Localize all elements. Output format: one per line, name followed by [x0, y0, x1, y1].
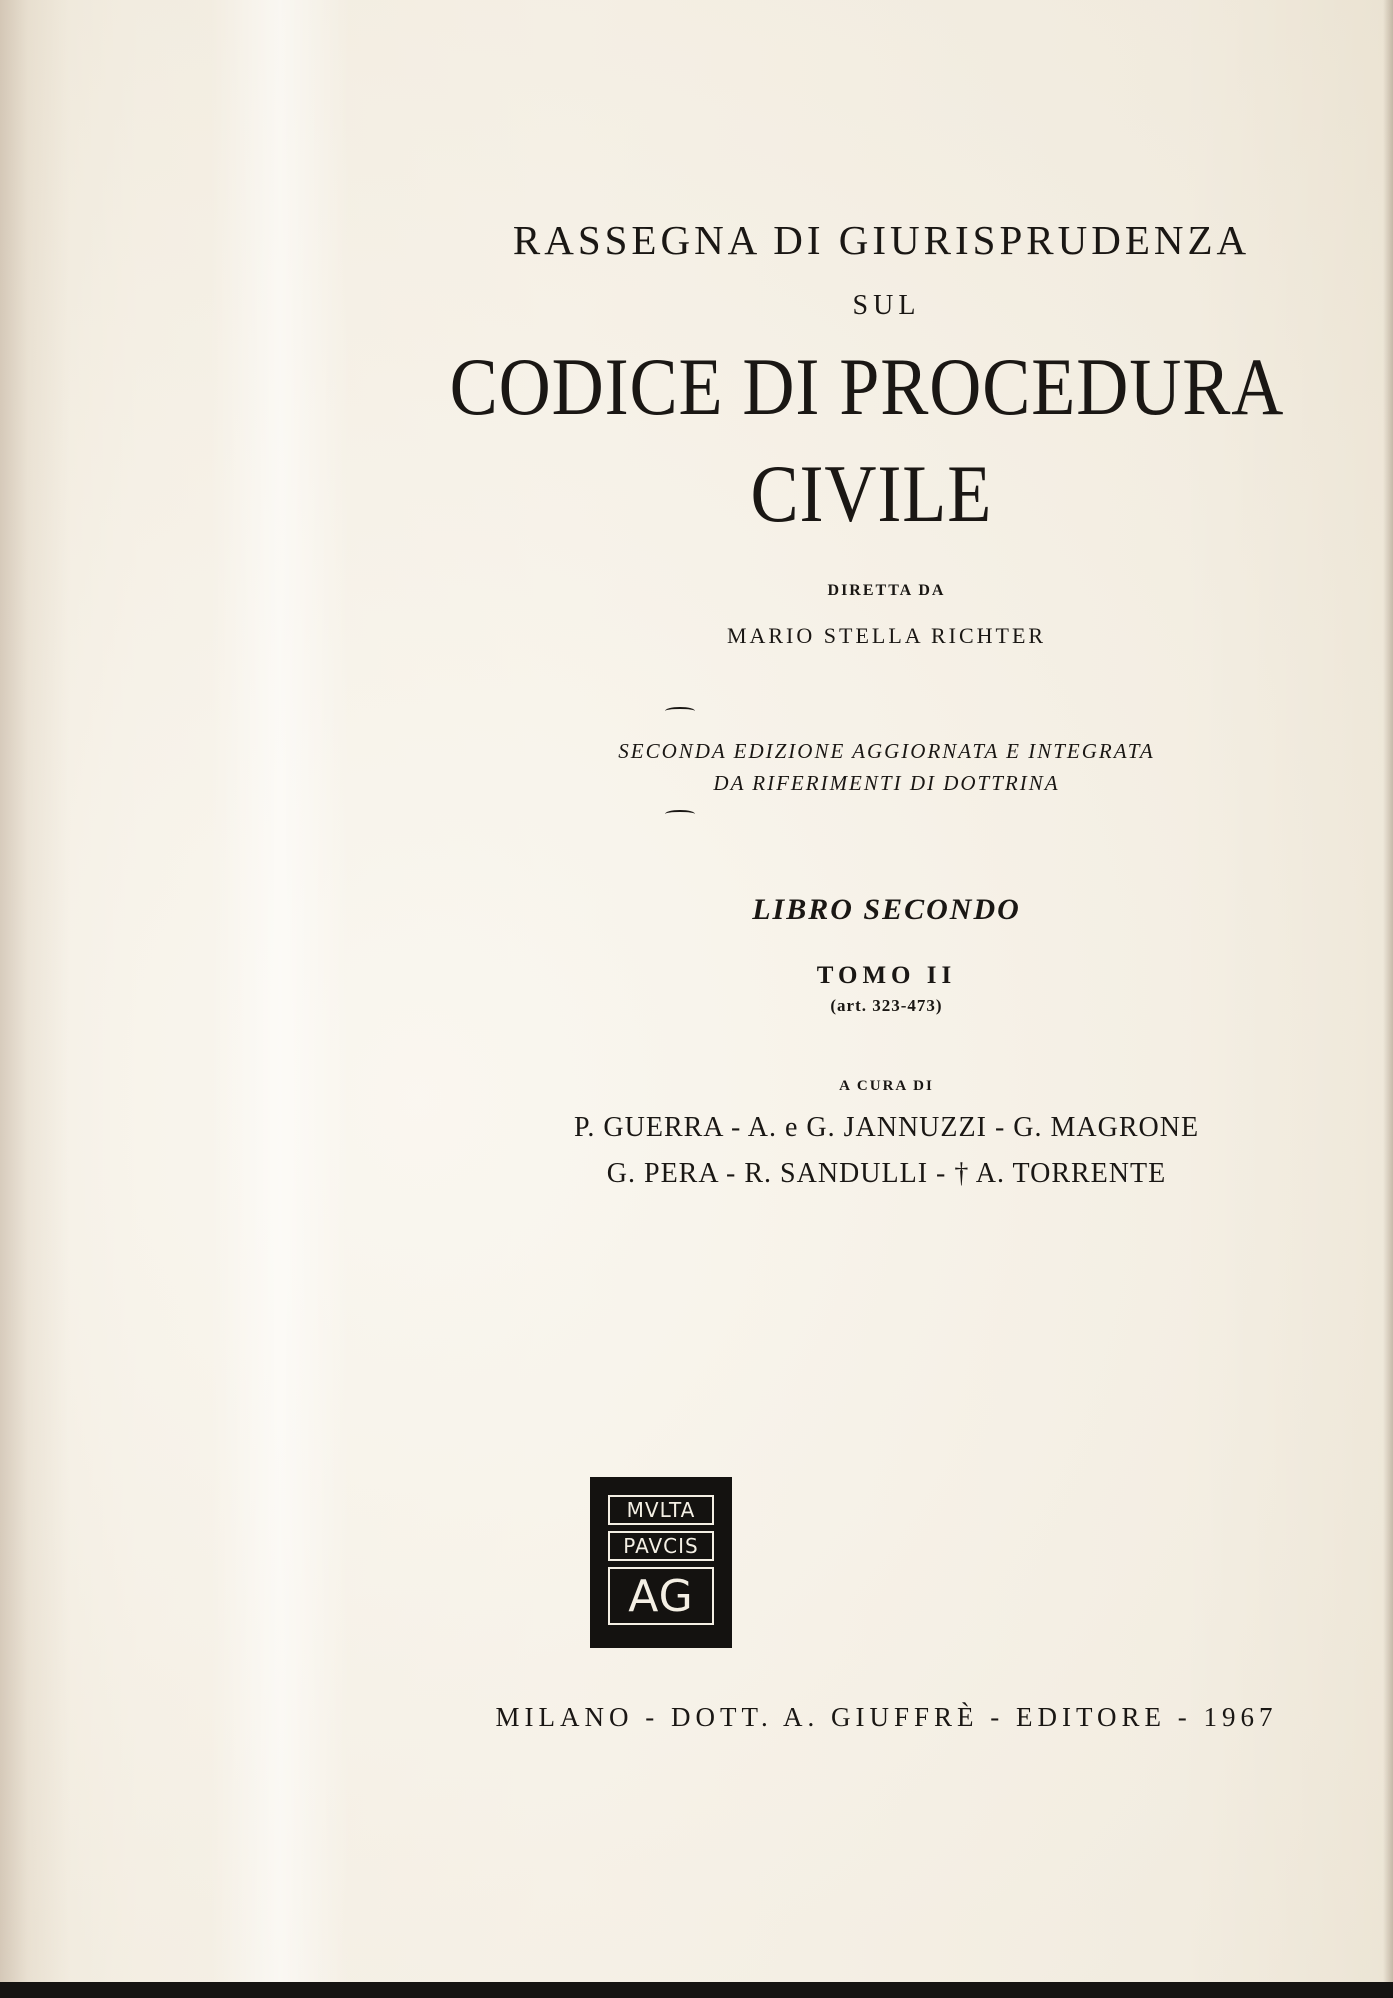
editors-line-1: P. GUERRA - A. e G. JANNUZZI - G. MAGRONE [573, 1112, 1200, 1143]
director-name: MARIO STELLA RICHTER [726, 623, 1047, 648]
edition-line-2: DA RIFERIMENTI DI DOTTRINA [713, 771, 1060, 795]
publisher-logo [590, 1477, 732, 1648]
editors-line-2: G. PERA - R. SANDULLI - † A. TORRENTE [606, 1158, 1167, 1189]
volume-heading: TOMO II [816, 962, 957, 989]
logo-motto-line-1: MVLTA [608, 1495, 714, 1525]
directed-by-label: DIRETTA DA [827, 582, 946, 599]
edited-by-label: A CURA DI [839, 1078, 934, 1094]
ornament-dash-lower [665, 810, 695, 818]
publisher-imprint: MILANO - DOTT. A. GIUFFRÈ - EDITORE - 1967 [495, 1702, 1278, 1732]
title-connector: SUL [852, 290, 921, 321]
main-title-line-2: CIVILE [750, 448, 993, 539]
book-heading: LIBRO SECONDO [752, 893, 1021, 926]
series-title: RASSEGNA DI GIURISPRUDENZA [512, 217, 1251, 263]
page-bottom-edge [0, 1982, 1393, 1998]
main-title-line-1: CODICE DI PROCEDURA [449, 341, 1285, 432]
logo-motto-line-2: PAVCIS [608, 1531, 714, 1561]
article-range: (art. 323-473) [830, 996, 943, 1015]
logo-monogram: AG [608, 1567, 714, 1625]
ornament-dash-upper [665, 707, 695, 715]
edition-line-1: SECONDA EDIZIONE AGGIORNATA E INTEGRATA [618, 739, 1155, 763]
publisher-logo-frame [602, 1489, 720, 1636]
